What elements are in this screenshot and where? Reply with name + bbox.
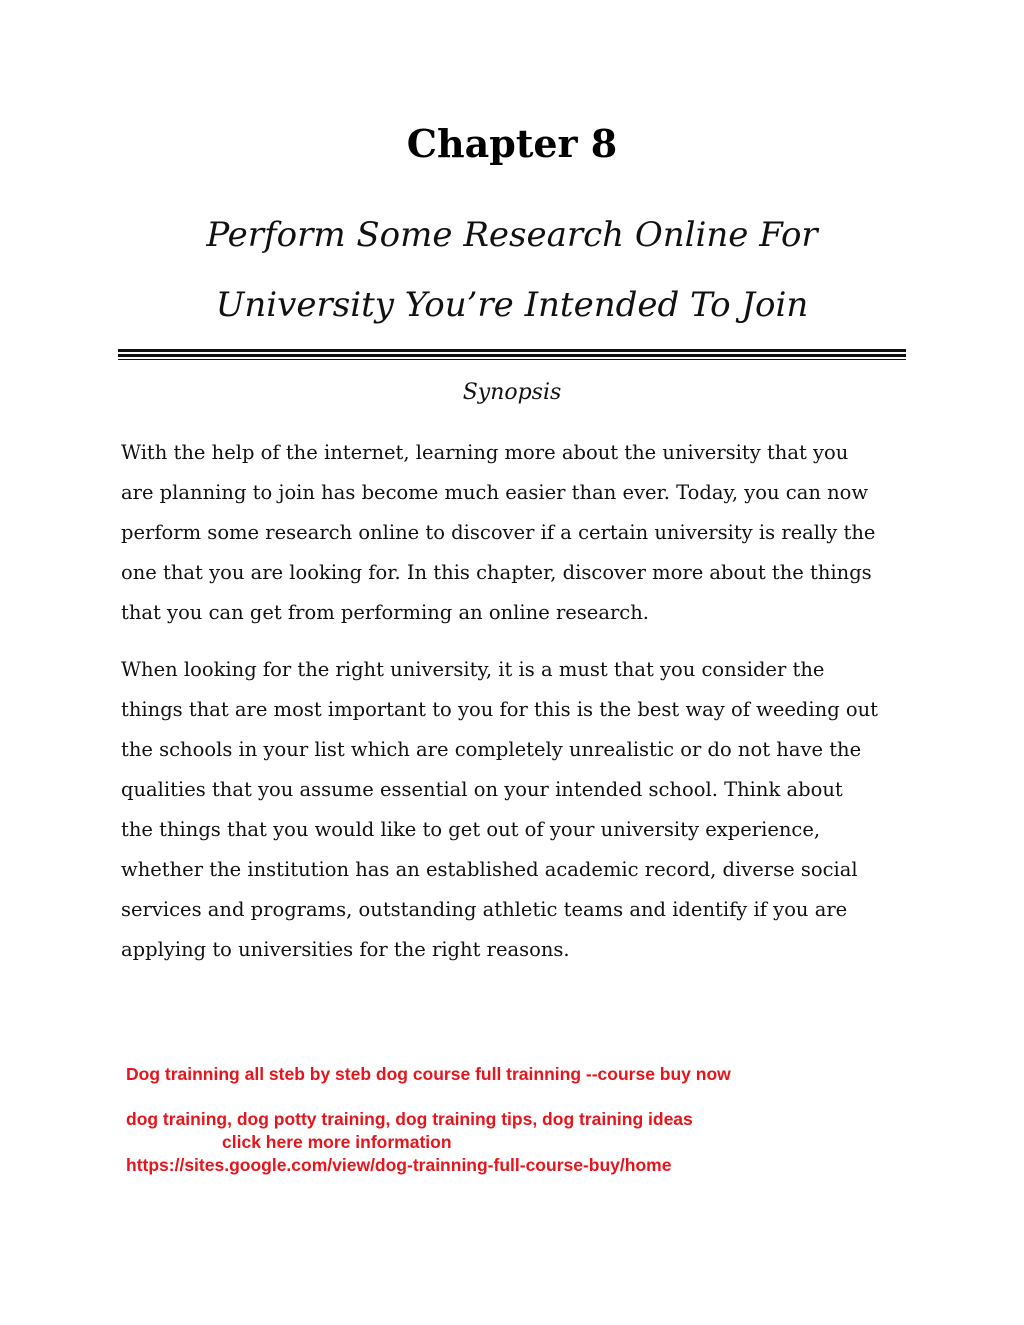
paragraph-line: With the help of the internet, learning more about the university that you [121, 441, 849, 464]
subtitle-line: University You’re Intended To Join [215, 285, 809, 325]
chapter-title: Chapter 8 [406, 121, 618, 166]
paragraph-line: the things that you would like to get out of your university experience, [121, 818, 821, 841]
paragraph-2 [121, 650, 921, 970]
paragraph-line: perform some research online to discover if a certain university is really the [121, 521, 876, 544]
paragraph-line: When looking for the right university, it is a must that you consider the [121, 658, 825, 681]
paragraph-line: applying to universities for the right reasons. [121, 938, 570, 961]
paragraph-line: things that are most important to you for this is the best way of weeding out [121, 698, 879, 721]
paragraph-line: that you can get from performing an online research. [121, 601, 649, 624]
paragraph-line: the schools in your list which are completely unrealistic or do not have the [121, 738, 862, 761]
paragraph-line: one that you are looking for. In this chapter, discover more about the things [121, 561, 872, 584]
promo-url-link[interactable]: https://sites.google.com/view/dog-trainning-full-course-buy/home [126, 1155, 672, 1175]
paragraph-line: are planning to join has become much easier than ever. Today, you can now [121, 481, 869, 504]
paragraph-line: qualities that you assume essential on your intended school. Think about [121, 778, 843, 801]
promo-link-course[interactable]: Dog trainning all steb by steb dog course full trainning --course buy now [126, 1064, 731, 1084]
chapter-subtitle [120, 200, 904, 340]
promo-more-info-link[interactable]: click here more information [222, 1132, 452, 1152]
paragraph-line: whether the institution has an established academic record, diverse social [121, 858, 858, 881]
subtitle-line: Perform Some Research Online For [206, 215, 818, 255]
title-divider [118, 349, 906, 361]
paragraph-line: services and programs, outstanding athletic teams and identify if you are [121, 898, 848, 921]
section-heading: Synopsis [462, 380, 562, 405]
promo-keywords[interactable]: dog training, dog potty training, dog training tips, dog training ideas [126, 1109, 693, 1129]
paragraph-1 [121, 433, 921, 633]
